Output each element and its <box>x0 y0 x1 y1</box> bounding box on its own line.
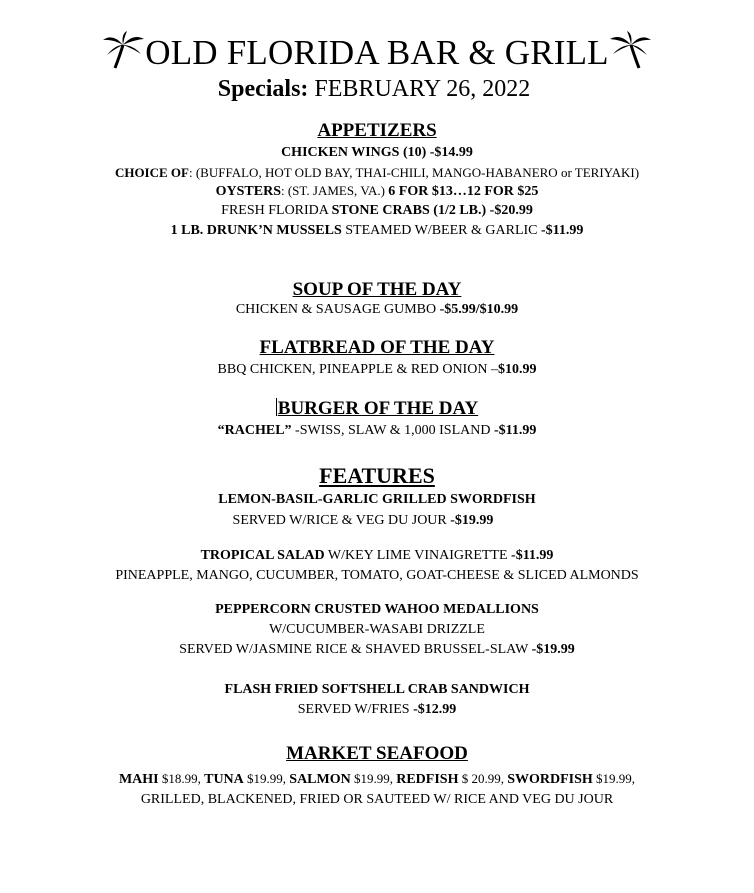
feature-crab-sandwich-desc: SERVED W/FRIES -$12.99 <box>297 702 457 717</box>
text-cursor <box>276 398 277 416</box>
market-seafood-prep: GRILLED, BLACKENED, FRIED OR SAUTEED W/ RICE AND VEG DU JOUR <box>140 792 614 807</box>
feature-tropical-salad-desc: PINEAPPLE, MANGO, CUCUMBER, TOMATO, GOAT-CHEESE & SLICED ALMONDS <box>115 568 639 583</box>
flatbread-item: BBQ CHICKEN, PINEAPPLE & RED ONION –$10.99 <box>217 362 537 377</box>
soup-item: CHICKEN & SAUSAGE GUMBO -$5.99/$10.99 <box>235 302 519 317</box>
feature-crab-sandwich-name: FLASH FRIED SOFTSHELL CRAB SANDWICH <box>224 682 530 697</box>
appetizer-wing-choices: CHOICE OF: (BUFFALO, HOT OLD BAY, THAI-CHILI, MANGO-HABANERO or TERIYAKI) <box>114 165 640 180</box>
feature-tropical-salad: TROPICAL SALAD W/KEY LIME VINAIGRETTE -$11.99 <box>200 548 554 563</box>
burger-item: “RACHEL” -SWISS, SLAW & 1,000 ISLAND -$11.99 <box>217 423 537 438</box>
feature-wahoo-name: PEPPERCORN CRUSTED WAHOO MEDALLIONS <box>215 602 539 617</box>
appetizer-chicken-wings: CHICKEN WINGS (10) -$14.99 <box>281 145 473 160</box>
flatbread-heading: FLATBREAD OF THE DAY <box>259 337 495 358</box>
title-text: OLD FLORIDA BAR & GRILL <box>145 33 609 72</box>
feature-wahoo-sauce: W/CUCUMBER-WASABI DRIZZLE <box>269 622 485 637</box>
specials-label: Specials: <box>217 76 309 102</box>
palm-tree-icon <box>609 31 651 69</box>
market-seafood-prices: MAHI $18.99, TUNA $19.99, SALMON $19.99, REDFISH $ 20.99, SWORDFISH $19.99, <box>118 771 636 787</box>
date-text: FEBRUARY 26, 2022 <box>314 76 531 102</box>
soup-heading: SOUP OF THE DAY <box>292 279 462 300</box>
appetizer-mussels: 1 LB. DRUNK’N MUSSELS STEAMED W/BEER & GARLIC -$11.99 <box>170 223 584 238</box>
feature-swordfish-desc: SERVED W/RICE & VEG DU JOUR -$19.99 <box>232 513 494 528</box>
market-seafood-heading: MARKET SEAFOOD <box>286 743 468 764</box>
restaurant-title <box>0 33 754 75</box>
specials-date <box>0 76 751 103</box>
appetizer-oysters: OYSTERS: (ST. JAMES, VA.) 6 FOR $13…12 FOR $25 <box>215 183 539 199</box>
appetizer-stone-crabs: FRESH FLORIDA STONE CRABS (1/2 LB.) -$20.99 <box>221 203 533 218</box>
feature-wahoo-desc: SERVED W/JASMINE RICE & SHAVED BRUSSEL-SLAW -$19.99 <box>179 642 575 657</box>
burger-heading: BURGER OF THE DAY <box>277 398 479 419</box>
features-heading: FEATURES <box>319 463 435 488</box>
palm-tree-icon <box>103 31 145 69</box>
feature-swordfish-name: LEMON-BASIL-GARLIC GRILLED SWORDFISH <box>218 492 536 507</box>
appetizers-heading: APPETIZERS <box>317 120 437 141</box>
